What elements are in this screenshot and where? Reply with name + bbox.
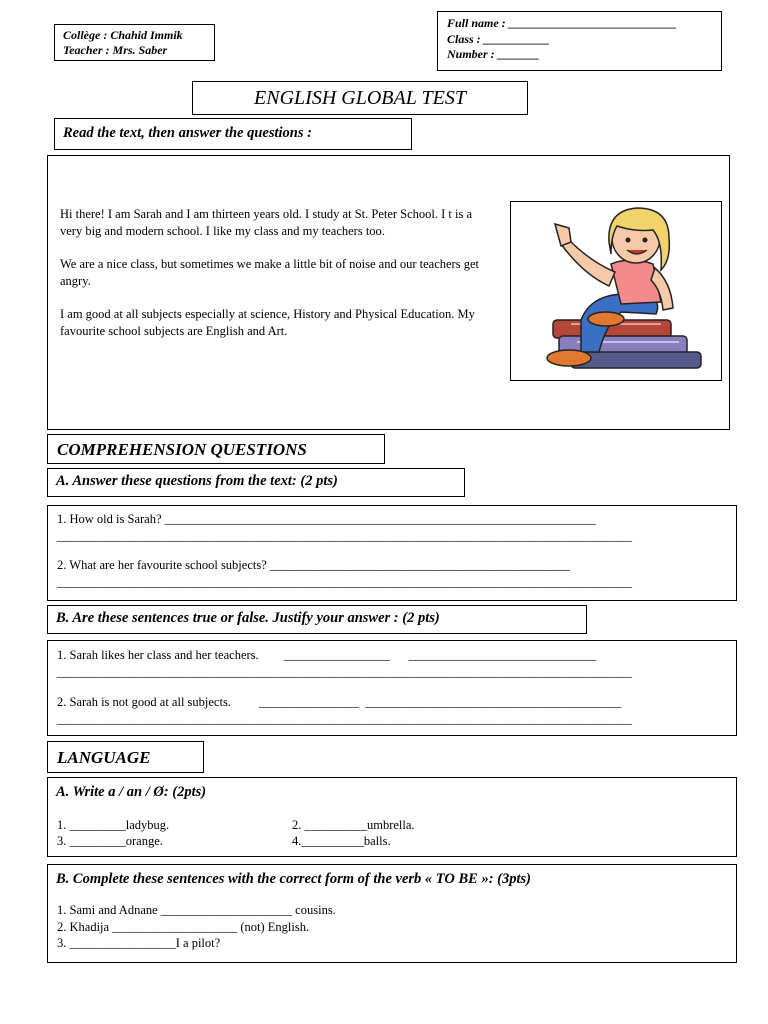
answer-line: ____________________________________________________________________________________________ [57,529,632,543]
college-label: Collège : Chahid Immik [63,28,183,42]
comprehension-title-box [47,434,385,464]
test-title-box [192,81,528,115]
article-item-2: 2. __________umbrella. [292,818,415,832]
comp-b-heading-box [47,605,587,634]
comp-b-statements-box [47,640,737,736]
answer-line: ____________________________________________________________________________________________ [57,712,632,726]
page-title: ENGLISH GLOBAL TEST [254,87,466,109]
language-a-box [47,777,737,857]
question-how-old: 1. How old is Sarah? _____________________________________________________________________ [57,512,596,526]
language-a-heading: A. Write a / an / Ø: (2pts) [56,784,207,800]
article-item-4: 4.__________balls. [292,834,391,848]
passage-paragraph-3: I am good at all subjects especially at science, History and Physical Education. My favourite school subjects are English and Art. [60,307,475,338]
language-b-heading: B. Complete these sentences with the correct form of the verb « TO BE »: (3pts) [56,871,531,887]
to-be-item-2: 2. Khadija ____________________ (not) English. [57,920,310,934]
comp-a-heading: A. Answer these questions from the text: (2 pts) [56,473,338,489]
passage-paragraph-1: Hi there! I am Sarah and I am thirteen years old. I study at St. Peter School. I t is a very big and modern school. I like my class and my teachers too. [60,207,473,238]
article-item-1: 1. _________ladybug. [57,818,170,832]
answer-line: ____________________________________________________________________________________________ [57,665,632,679]
illustration-frame [510,201,722,381]
student-info-box [437,11,722,71]
statement-not-good: 2. Sarah is not good at all subjects. ________________ _________________________________________ [57,695,622,709]
girl-sitting-on-books-icon [511,202,721,380]
number-field: Number : _______ [447,47,540,61]
instruction-box [54,118,412,150]
language-title: LANGUAGE [57,748,151,767]
language-b-box [47,864,737,963]
school-info-box [54,24,215,61]
teacher-label: Teacher : Mrs. Saber [63,43,168,57]
passage-paragraph-2: We are a nice class, but sometimes we make a little bit of noise and our teachers get angry. [60,257,479,288]
reading-passage-box [47,155,730,430]
language-title-box [47,741,204,773]
to-be-item-3: 3. _________________I a pilot? [57,936,221,950]
class-field: Class : ___________ [447,32,550,46]
comprehension-title: COMPREHENSION QUESTIONS [57,440,307,459]
answer-line: ____________________________________________________________________________________________ [57,575,632,589]
comp-b-heading: B. Are these sentences true or false. Justify your answer : (2 pts) [56,610,440,626]
full-name-field: Full name : ____________________________ [447,16,677,30]
to-be-item-1: 1. Sami and Adnane _____________________ cousins. [57,903,336,917]
comp-a-questions-box [47,505,737,601]
instruction-text: Read the text, then answer the questions : [63,125,312,141]
comp-a-heading-box [47,468,465,497]
article-item-3: 3. _________orange. [57,834,163,848]
statement-likes-class: 1. Sarah likes her class and her teachers. _________________ ______________________________ [57,648,597,662]
question-favourite-subjects: 2. What are her favourite school subjects? ________________________________________________ [57,558,570,572]
